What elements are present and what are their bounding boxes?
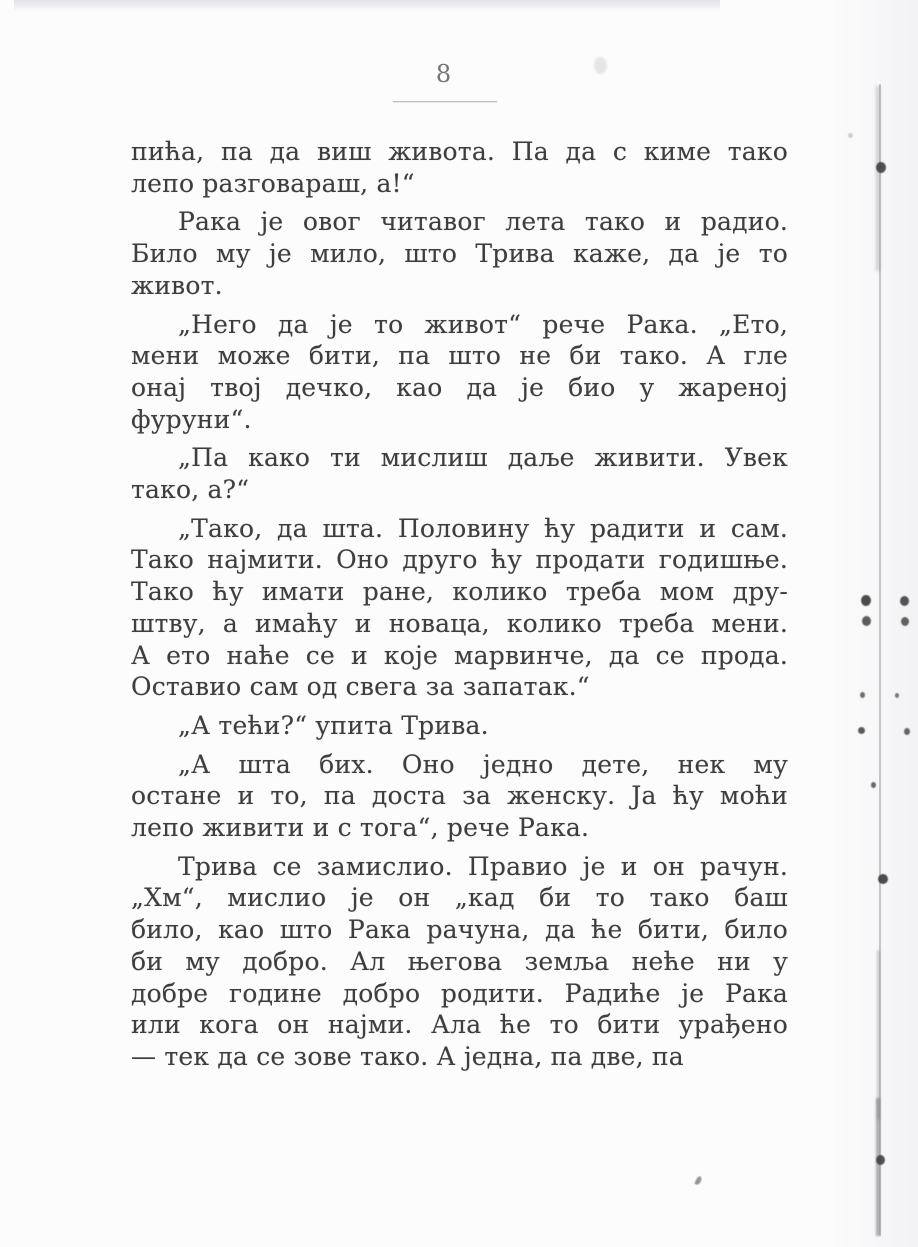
paragraph: [131, 309, 788, 436]
text-line: „А шта бих. Оно једно дете, нек му: [178, 749, 788, 779]
paragraph: [131, 136, 788, 199]
spine-fold-shadow: [877, 950, 880, 1120]
ink-stain: [900, 596, 909, 606]
text-line: Трива се замислио. Правио је и он рачун.: [178, 851, 788, 881]
ink-stain: [871, 782, 876, 788]
text-line: А ето наће се и које марвинче, да се прода.: [131, 640, 788, 670]
text-line: Било му је мило, што Трива каже, да је то: [131, 239, 788, 269]
text-line: или кога он најми. Ала ће то бити урађено: [131, 1010, 788, 1040]
text-line: „Па како ти мислиш даље живити. Увек: [178, 443, 788, 473]
text-line: „Хм“, мислио је он „кад би то тако баш: [131, 883, 788, 913]
paragraph: [131, 206, 788, 301]
paragraph: [131, 710, 788, 742]
text-line: Тако најмити. Оно друго ћу продати годишње.: [131, 545, 788, 575]
page-number-rule: [393, 101, 497, 102]
ink-stain: [895, 693, 899, 698]
text-line: фуруни“.: [131, 404, 252, 434]
text-line: Рака је овог читавог лета тако и радио.: [178, 207, 788, 237]
text-line: Тако ћу имати ране, колико треба мом дру-: [131, 577, 788, 607]
text-line: Оставио сам од свега за запатак.“: [131, 672, 590, 702]
text-line: би му добро. Ал његова земља неће ни у: [131, 946, 788, 976]
paragraph: [131, 749, 788, 844]
text-line: мени може бити, па што не би тако. А гле: [131, 341, 788, 371]
text-line: остане и то, па доста за женску. Ја ћу моћи: [131, 781, 788, 811]
scan-edge-shadow: [14, 0, 720, 12]
text-line: тако, а?“: [131, 475, 250, 505]
text-line: — тек да се зове тако. А једна, па две, па: [131, 1041, 684, 1071]
ink-stain: [862, 616, 871, 626]
ink-stain: [876, 162, 886, 173]
text-line: пића, па да виш живота. Па да с киме тако: [131, 137, 788, 166]
text-line: лепо разговараш, а!“: [131, 168, 415, 198]
text-line: онај твој дечко, као да је био у жареној: [131, 372, 788, 402]
text-line: било, као што Рака рачуна, да ће бити, било: [131, 915, 788, 945]
body-text: [131, 136, 788, 1073]
ink-stain: [694, 1175, 702, 1185]
text-line: штву, а имаћу и новаца, колико треба мени.: [131, 608, 788, 638]
paragraph: [131, 513, 788, 703]
page-number: 8: [435, 60, 453, 88]
ink-stain: [876, 1155, 885, 1165]
text-line: живот.: [131, 270, 223, 300]
ink-stain: [901, 617, 909, 626]
ink-stain: [861, 595, 871, 606]
ink-stain: [860, 692, 865, 698]
ink-stain: [904, 728, 910, 735]
spine-fold-shadow: [876, 86, 880, 271]
ink-stain: [858, 727, 865, 734]
paragraph: [131, 442, 788, 505]
ink-stain: [848, 133, 853, 138]
text-line: „Него да је то живот“ рече Рака. „Ето,: [178, 309, 788, 339]
spine-fold-shadow: [876, 1098, 880, 1236]
text-line: „Тако, да шта. Половину ћу радити и сам.: [178, 513, 788, 543]
text-line: лепо живити и с тога“, рече Рака.: [131, 813, 590, 843]
ink-stain: [878, 874, 888, 884]
text-line: „А тећи?“ упита Трива.: [178, 710, 489, 740]
text-line: добре године добро родити. Радиће је Рака: [131, 978, 788, 1008]
ink-smudge: [594, 57, 607, 74]
paragraph: [131, 851, 788, 1073]
